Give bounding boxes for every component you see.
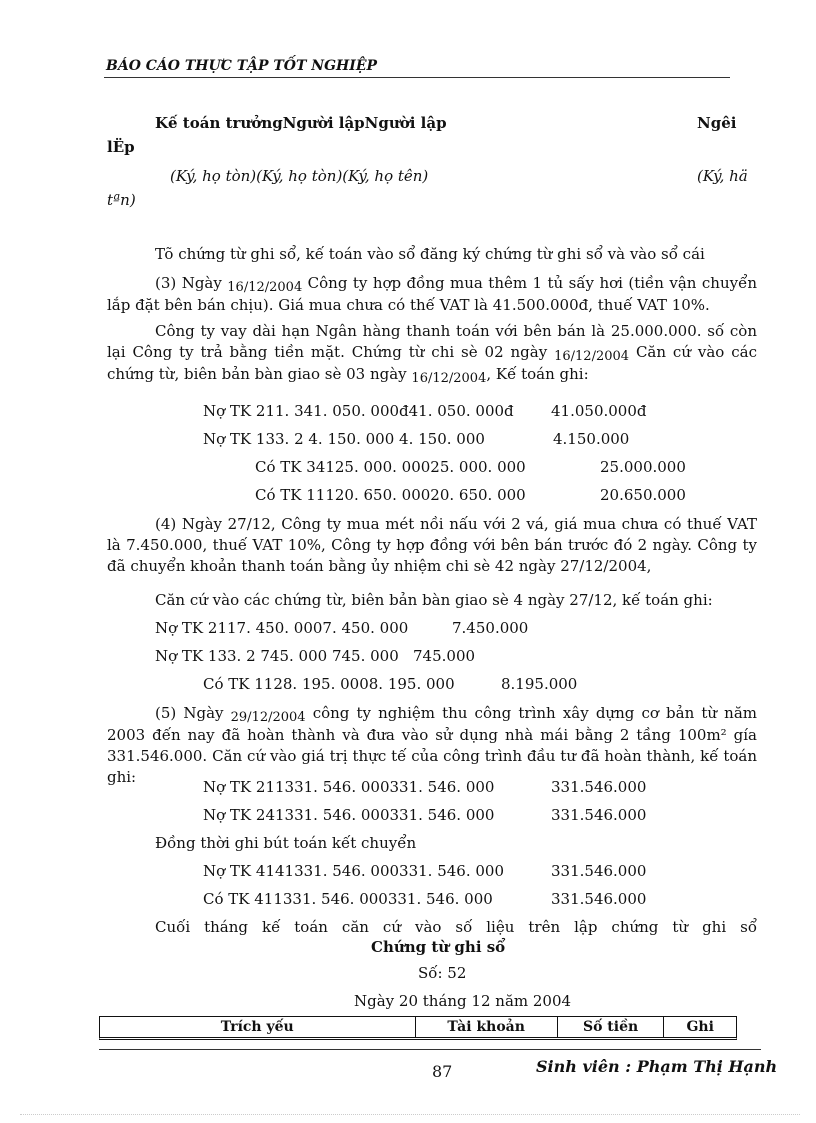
signature-notes: (Ký, họ tòn)(Ký, họ tòn)(Ký, họ tên) bbox=[170, 167, 429, 185]
entry-5-2-amount: 331.546.000 bbox=[551, 806, 647, 824]
entry-4-2: Nợ TK 133. 2 745. 000 745. 000 bbox=[155, 647, 399, 665]
column-header-description: Trích yếu bbox=[100, 1017, 416, 1037]
entry-3-4-amount: 20.650.000 bbox=[600, 486, 686, 504]
student-name: Sinh viên : Phạm Thị Hạnh bbox=[536, 1057, 778, 1076]
signature-role-right: Ngêi bbox=[697, 114, 737, 132]
closing-line: Cuối tháng kế toán căn cứ vào số liệu trên lập chứng từ ghi sổ bbox=[155, 918, 757, 936]
signature-note-wrap: tªn) bbox=[107, 191, 136, 209]
entry-5-1-amount: 331.546.000 bbox=[551, 778, 647, 796]
p3b-text-a: Công ty vay dài hạn Ngân hàng thanh toán với bên bán là 25.000.000. số còn lại Công ty trả bằng tiền mặt. Chứng từ chi sè 02 ngày bbox=[107, 322, 757, 361]
intro-line: Tõ chứng từ ghi sổ, kế toán vào sổ đăng ký chứng từ ghi sổ và vào sổ cái bbox=[155, 245, 705, 263]
signature-roles: Kế toán trưởngNgười lậpNgười lập bbox=[155, 114, 447, 132]
p3b-text-b: Căn cứ vào các chứng từ, biên bản bàn giao sè 03 ngày bbox=[107, 343, 757, 383]
entry-5-2: Nợ TK 241331. 546. 000331. 546. 000 bbox=[203, 806, 495, 824]
p3-text-a: (3) Ngày bbox=[155, 274, 228, 292]
paragraph-3b bbox=[107, 321, 757, 386]
voucher-number: Số: 52 bbox=[418, 964, 467, 982]
p3b-text-c: , Kế toán ghi: bbox=[486, 365, 589, 383]
p4-text: (4) Ngày 27/12, Công ty mua mét nồi nấu với 2 vá, giá mua chưa có thuế VAT là 7.450.000, thuế VAT 10%, Công ty hợp đồng với bên bán trước đó 2 ngày. Công ty đã chuyển khoản thanh toán bằng ủy nhiệm chi sè 42 ngày 27/12/2004, bbox=[107, 515, 757, 575]
entry-3-3-amount: 25.000.000 bbox=[600, 458, 686, 476]
paragraph-5b: Đồng thời ghi bút toán kết chuyển bbox=[155, 834, 417, 852]
p3-date: 16/12/2004 bbox=[227, 280, 303, 295]
signature-role-wrap: lËp bbox=[107, 138, 135, 156]
entry-4-3-amount: 8.195.000 bbox=[501, 675, 578, 693]
entry-4-2-amount: 745.000 bbox=[413, 647, 476, 665]
header-rule bbox=[104, 77, 730, 78]
page-number: 87 bbox=[432, 1062, 453, 1081]
entry-5b-2-amount: 331.546.000 bbox=[551, 890, 647, 908]
p3-text-b: Công ty hợp đồng mua thêm 1 tủ sấy hơi (tiền vận chuyển lắp đặt bên bán chịu). Giá mua chưa có thế VAT là 41.500.000đ, thuế VAT 10%. bbox=[107, 274, 757, 314]
page-bottom-edge bbox=[20, 1114, 800, 1115]
entry-3-3: Có TK 34125. 000. 00025. 000. 000 bbox=[255, 458, 526, 476]
entry-3-1: Nợ TK 211. 341. 050. 000đ41. 050. 000đ bbox=[203, 402, 514, 420]
entry-3-2: Nợ TK 133. 2 4. 150. 000 4. 150. 000 bbox=[203, 430, 485, 448]
p5-text-a: (5) Ngày bbox=[155, 704, 231, 722]
column-header-account: Tài khoản bbox=[416, 1017, 558, 1037]
entry-3-2-amount: 4.150.000 bbox=[553, 430, 630, 448]
entry-3-1-amount: 41.050.000đ bbox=[551, 402, 647, 420]
entry-4-1-amount: 7.450.000 bbox=[452, 619, 529, 637]
paragraph-3 bbox=[107, 273, 757, 316]
entry-4-3: Có TK 1128. 195. 0008. 195. 000 bbox=[203, 675, 455, 693]
entry-5b-2: Có TK 411331. 546. 000331. 546. 000 bbox=[203, 890, 493, 908]
paragraph-4b: Căn cứ vào các chứng từ, biên bản bàn giao sè 4 ngày 27/12, kế toán ghi: bbox=[155, 591, 713, 609]
entry-4-1: Nợ TK 2117. 450. 0007. 450. 000 bbox=[155, 619, 409, 637]
footer-rule bbox=[99, 1049, 761, 1050]
column-header-amount: Số tiền bbox=[558, 1017, 665, 1037]
report-header-title: BÁO CÁO THỰC TẬP TỐT NGHIỆP bbox=[106, 58, 378, 74]
column-header-note: Ghi bbox=[686, 1019, 714, 1035]
p3b-date-2: 16/12/2004 bbox=[411, 371, 487, 386]
voucher-table-header bbox=[99, 1016, 737, 1040]
paragraph-5 bbox=[107, 703, 757, 788]
entry-5b-1-amount: 331.546.000 bbox=[551, 862, 647, 880]
entry-5b-1: Nợ TK 4141331. 546. 000331. 546. 000 bbox=[203, 862, 505, 880]
p5-date: 29/12/2004 bbox=[230, 710, 306, 725]
paragraph-4 bbox=[107, 514, 757, 577]
voucher-title: Chứng từ ghi sổ bbox=[371, 938, 506, 956]
signature-note-right: (Ký, hä bbox=[697, 167, 748, 185]
p5-text-b: công ty nghiệm thu công trình xây dựng cơ bản từ năm 2003 đến nay đã hoàn thành và đưa vào sử dụng nhà mái bằng 2 tầng 100m² gía 331.546.000. Căn cứ vào giá trị thực tế của công trình đầu tư đã hoàn thành, kế toán ghi: bbox=[107, 704, 757, 786]
entry-5-1: Nợ TK 211331. 546. 000331. 546. 000 bbox=[203, 778, 495, 796]
entry-3-4: Có TK 11120. 650. 00020. 650. 000 bbox=[255, 486, 526, 504]
voucher-date: Ngày 20 tháng 12 năm 2004 bbox=[354, 992, 572, 1010]
p3b-date-1: 16/12/2004 bbox=[554, 349, 630, 364]
